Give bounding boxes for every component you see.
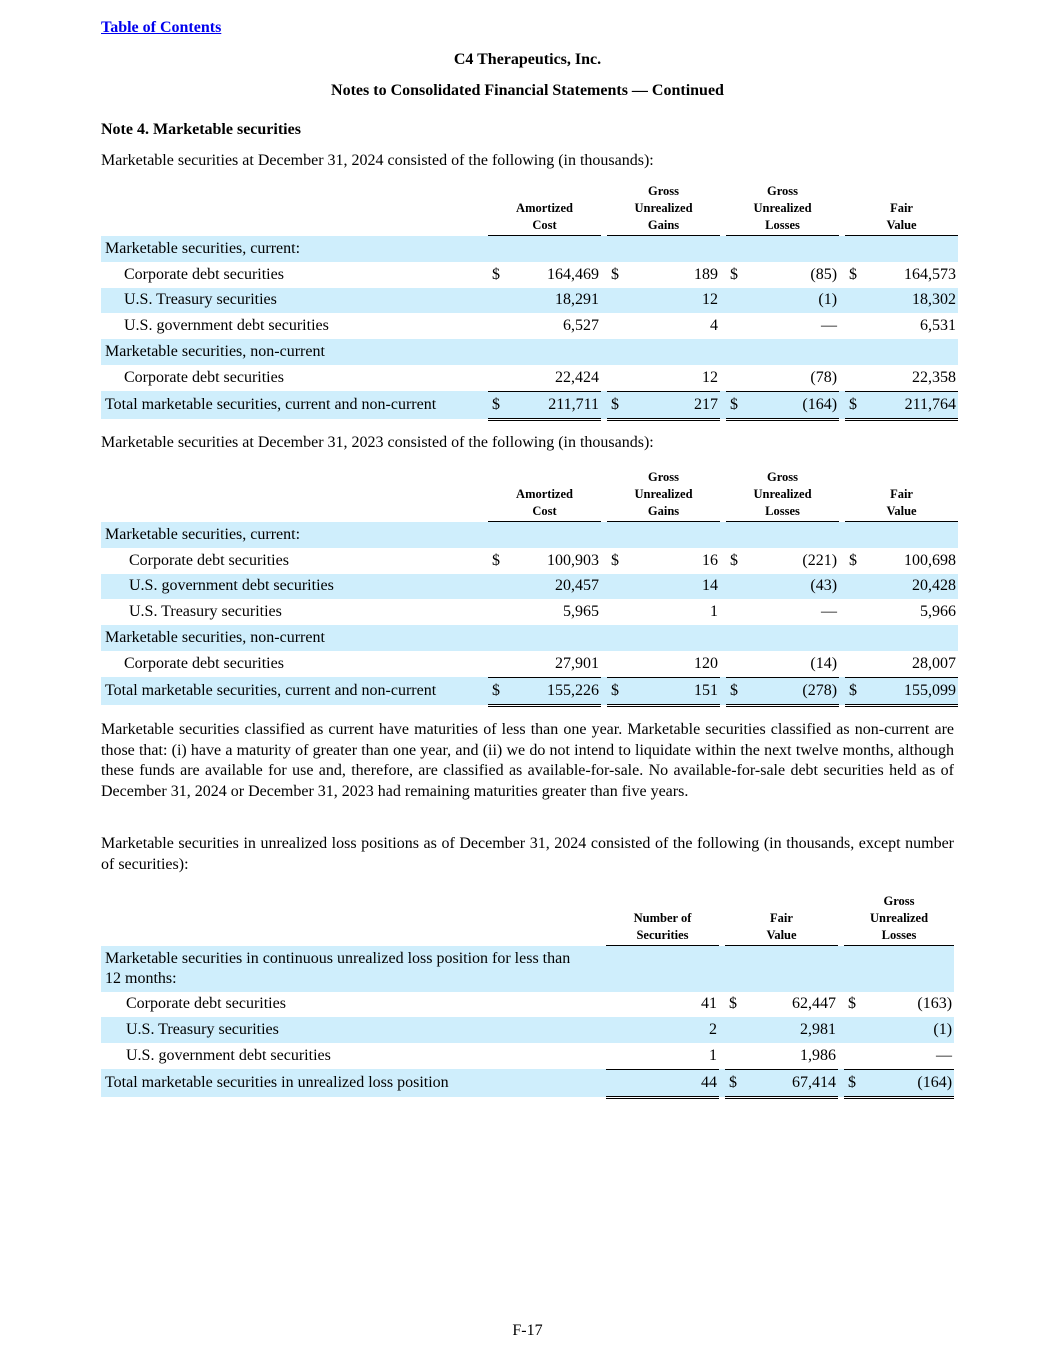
row-label: Marketable securities in continuous unrealized loss position for less than 12 months: <box>101 946 606 992</box>
row-label: U.S. Treasury securities <box>101 1017 606 1043</box>
table2-intro: Marketable securities at December 31, 2023 consisted of the following (in thousands): <box>101 434 654 451</box>
row-label: U.S. Treasury securities <box>101 288 488 314</box>
col-header-fair-value: Fair Value <box>845 183 958 236</box>
row-label: Marketable securities, current: <box>101 522 488 548</box>
row-label: Corporate debt securities <box>124 655 284 673</box>
unrealized-loss-positions-table <box>101 893 954 1099</box>
table-row-total: Total marketable securities, current and non-current $ 211,711 $ 217 $ (164) $ 211,764 <box>101 391 958 419</box>
table-row: Corporate debt securities 41 $ 62,447 $ (163) <box>101 992 954 1018</box>
table-row: Corporate debt securities 22,424 12 (78) 22,358 <box>101 365 958 391</box>
table-row-total: Total marketable securities in unrealized loss position 44 $ 67,414 $ (164) <box>101 1069 954 1097</box>
row-label: Corporate debt securities <box>124 265 284 283</box>
row-label: Total marketable securities in unrealized loss position <box>101 1069 606 1097</box>
table-header-row <box>101 469 958 522</box>
table-row: U.S. Treasury securities 2 2,981 (1) <box>101 1017 954 1043</box>
col-header-fair-value: Fair Value <box>845 469 958 522</box>
table-of-contents-link[interactable]: Table of Contents <box>101 19 222 36</box>
row-label: Marketable securities, non-current <box>101 625 488 651</box>
row-label: Corporate debt securities <box>126 995 286 1013</box>
row-label: U.S. Treasury securities <box>129 603 282 621</box>
row-label: U.S. government debt securities <box>101 574 488 600</box>
table-header-row <box>101 893 954 946</box>
table-row <box>101 625 958 651</box>
row-label: Total marketable securities, current and non-current <box>101 391 488 419</box>
company-name: C4 Therapeutics, Inc. <box>453 51 602 68</box>
table-row-total: Total marketable securities, current and non-current $ 155,226 $ 151 $ (278) $ 155,099 <box>101 677 958 705</box>
col-header-gross-unrealized-losses: Gross Unrealized Losses <box>726 183 839 236</box>
table-header-row <box>101 183 958 236</box>
col-header-gross-unrealized-gains: Gross Unrealized Gains <box>607 469 720 522</box>
maturity-paragraph: Marketable securities classified as current have maturities of less than one year. Marketable securities classified as non-current are those that: (i) have a maturity of greater than one year, and (ii) we do not intend to liquidate within the next twelve months, although these funds are available for use and, therefore, are classified as available-for-sale. No available-for-sale debt securities held as of December 31, 2024 or December 31, 2023 had remaining maturities greater than five years. <box>101 721 954 800</box>
col-header-amortized-cost: Amortized Cost <box>488 469 601 522</box>
table-row <box>101 522 958 548</box>
marketable-securities-2024-table <box>101 183 958 421</box>
col-header-fair-value: Fair Value <box>725 893 838 946</box>
table-row <box>101 236 958 262</box>
col-header-gross-unrealized-losses: Gross Unrealized Losses <box>844 893 954 946</box>
table-row: Corporate debt securities 27,901 120 (14) 28,007 <box>101 651 958 677</box>
table-row <box>101 339 958 365</box>
table3-intro: Marketable securities in unrealized loss positions as of December 31, 2024 consisted of the following (in thousands, except number of securities): <box>101 835 954 873</box>
row-label: U.S. government debt securities <box>126 1047 331 1065</box>
table-row: U.S. Treasury securities 18,291 12 (1) 18,302 <box>101 288 958 314</box>
table-row: U.S. government debt securities 6,527 4 — 6,531 <box>101 313 958 339</box>
marketable-securities-2023-table <box>101 469 958 707</box>
note-heading: Note 4. Marketable securities <box>101 121 301 138</box>
col-header-gross-unrealized-losses: Gross Unrealized Losses <box>726 469 839 522</box>
page-number: F-17 <box>512 1322 543 1339</box>
row-label: Marketable securities, current: <box>101 236 488 262</box>
col-header-gross-unrealized-gains: Gross Unrealized Gains <box>607 183 720 236</box>
col-header-amortized-cost: Amortized Cost <box>488 183 601 236</box>
row-label: Marketable securities, non-current <box>101 339 488 365</box>
table-row: Corporate debt securities $ 164,469 $ 189 $ (85) $ 164,573 <box>101 262 958 288</box>
table-row: U.S. government debt securities 1 1,986 — <box>101 1043 954 1069</box>
table-row: U.S. government debt securities 20,457 14 (43) 20,428 <box>101 574 958 600</box>
table1-intro: Marketable securities at December 31, 2024 consisted of the following (in thousands): <box>101 152 654 169</box>
table-row: Corporate debt securities $ 100,903 $ 16 $ (221) $ 100,698 <box>101 548 958 574</box>
row-label: Total marketable securities, current and non-current <box>101 677 488 705</box>
col-header-number-of-securities: Number of Securities <box>606 893 719 946</box>
row-label: Corporate debt securities <box>124 369 284 387</box>
row-label: Corporate debt securities <box>129 551 289 569</box>
row-label: U.S. government debt securities <box>124 317 329 335</box>
table-row: U.S. Treasury securities 5,965 1 — 5,966 <box>101 599 958 625</box>
notes-title: Notes to Consolidated Financial Statements — Continued <box>331 82 724 99</box>
table-row <box>101 946 954 992</box>
